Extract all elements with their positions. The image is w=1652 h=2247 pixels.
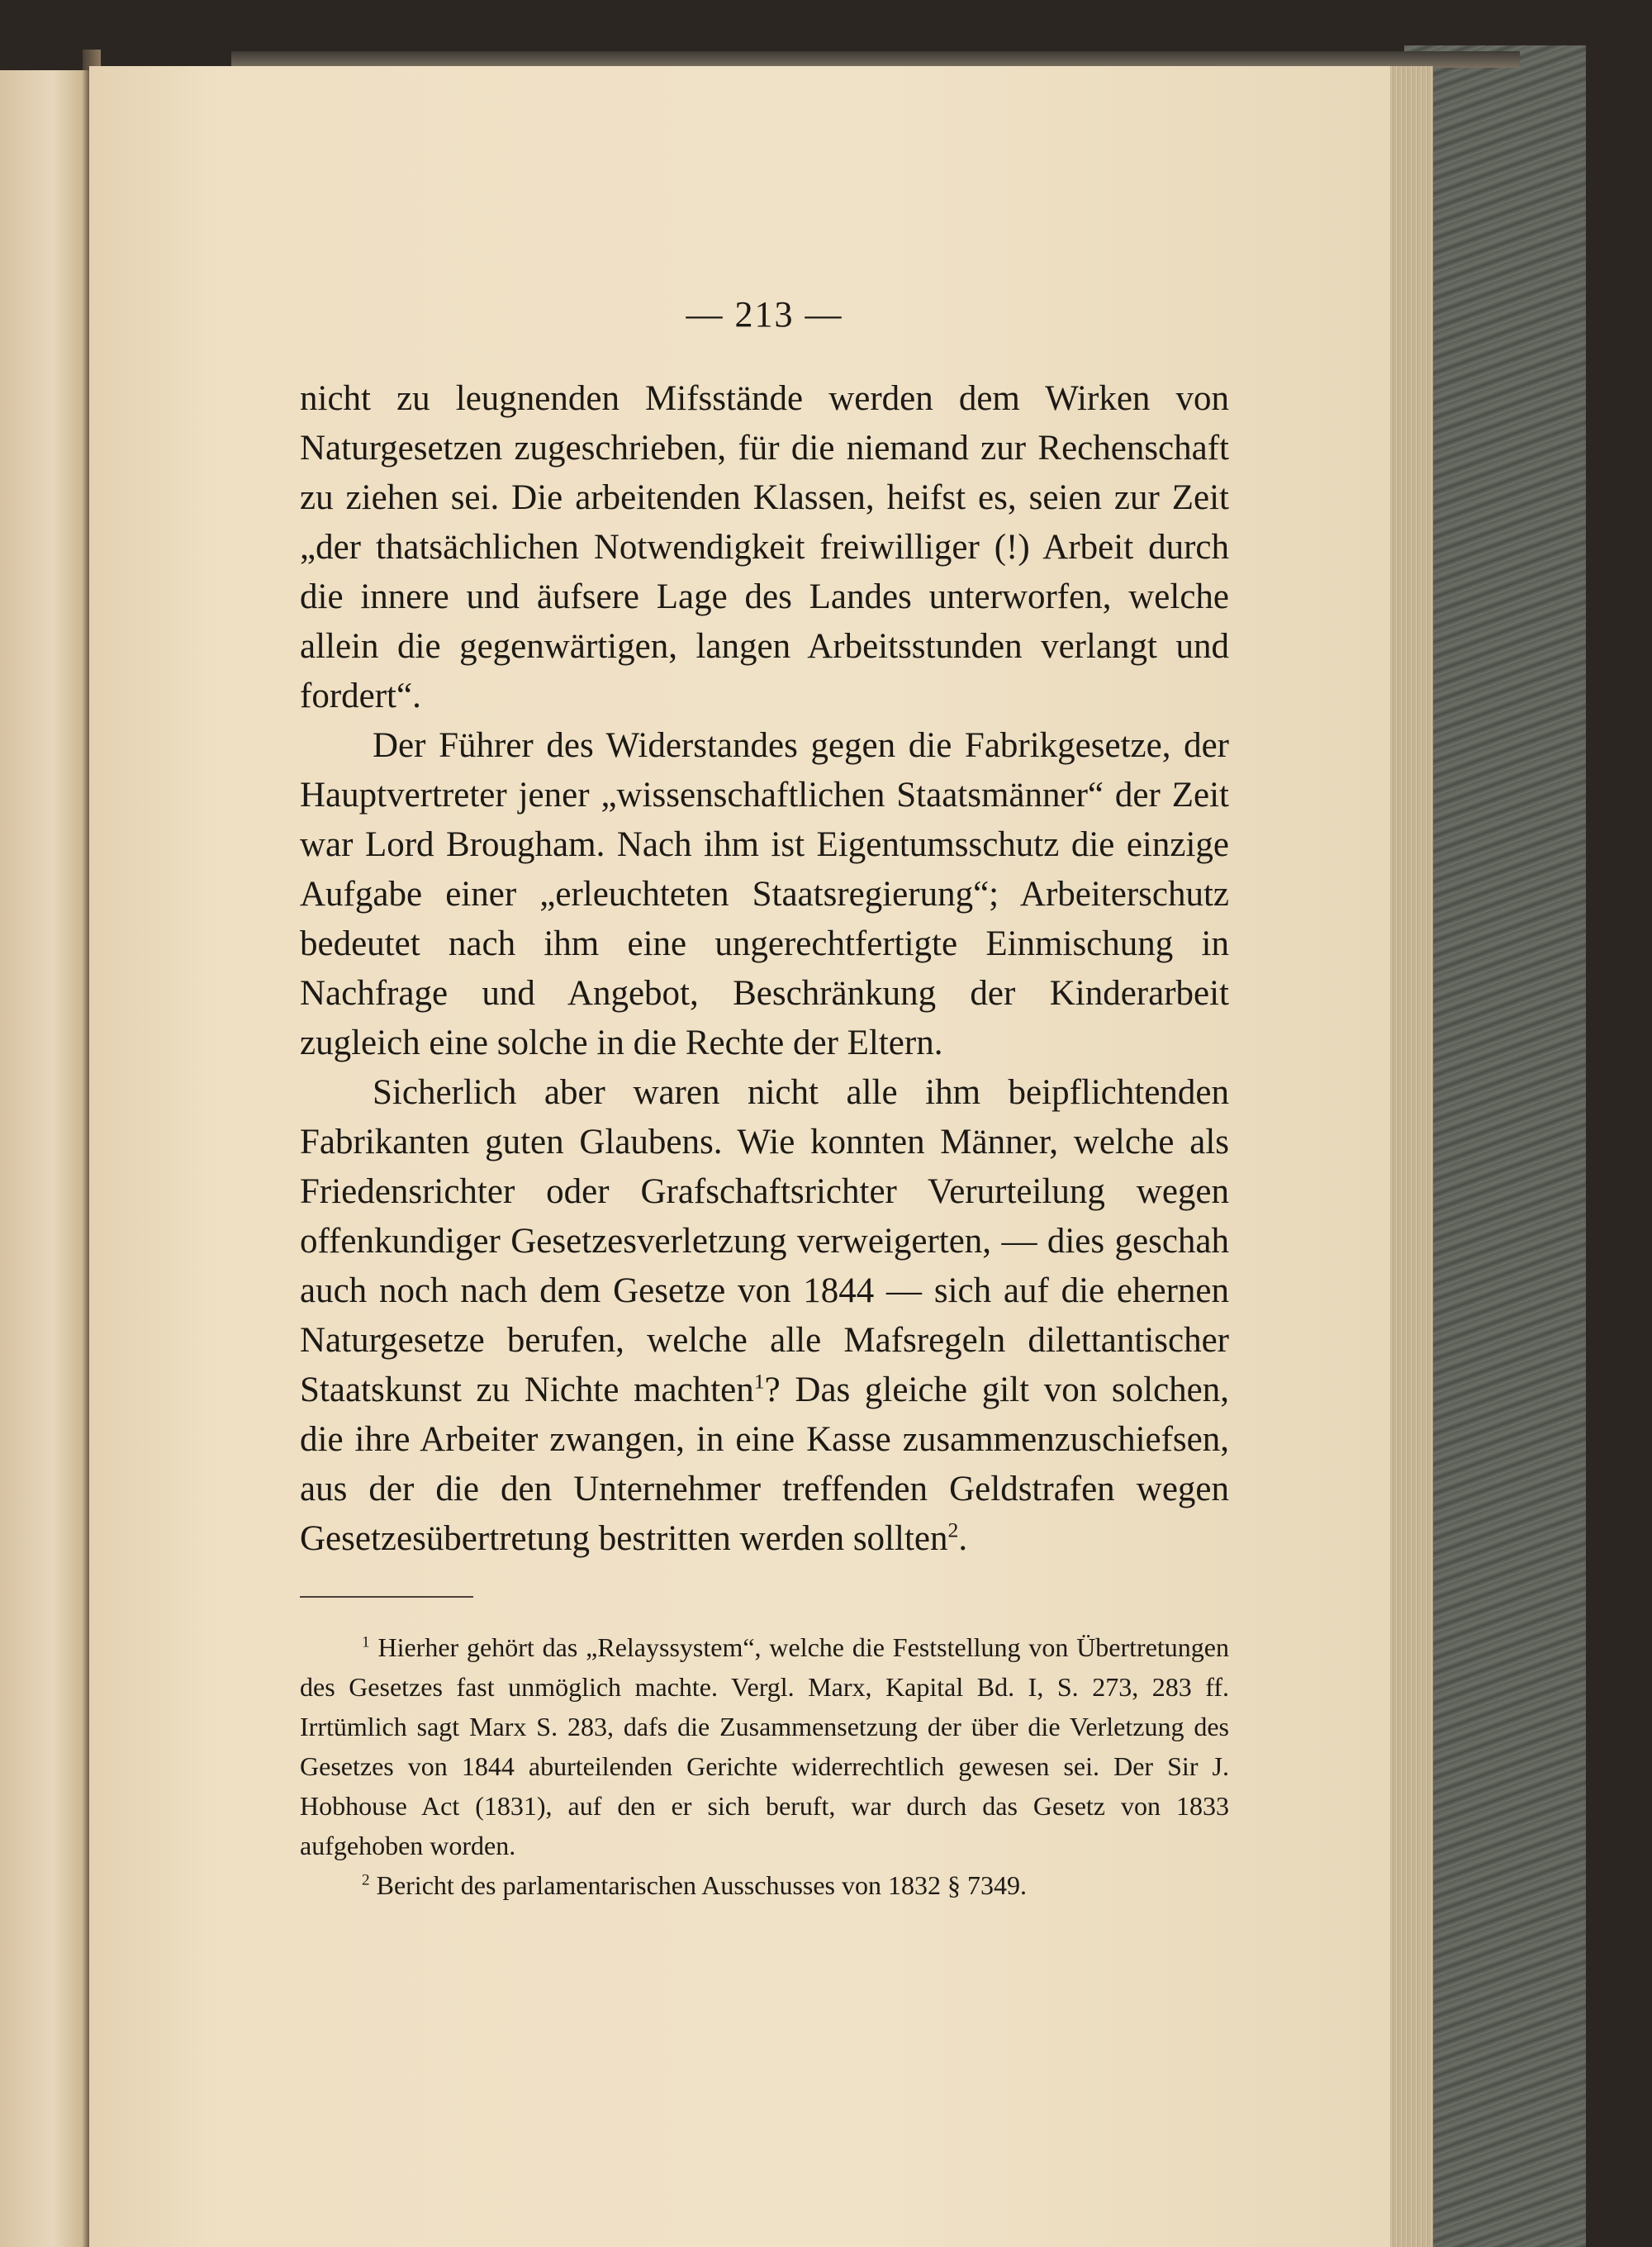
footnote-ref-1: 1 [753, 1369, 765, 1394]
page-number: — 213 — [686, 294, 843, 335]
footnote-1-text: Hierher gehört das „Relayssystem“, welche die Feststellung von Übertretungen des Gesetzes fast unmöglich machte. Vergl. Marx, Kapital Bd. I, S. 273, 283 ff. Irrtümlich sagt Marx S. 283, dafs die Zusammensetzung der über die Verletzung des Gesetzes von 1844 aburteilenden Gerichte widerrechtlich gewesen sei. Der Sir J. Hobhouse Act (1831), auf den er sich beruft, war durch das Gesetz von 1833 aufgehoben worden. [300, 1632, 1230, 1860]
paragraph-3-part-1: Sicherlich aber waren nicht alle ihm beipflichtenden Fabrikanten guten Glaubens. Wie konnten Männer, welche als Friedensrichter oder Grafschaftsrichter Verurteilung wegen offenkundiger Gesetzesverletzung verweigerten, — dies geschah auch noch nach dem Gesetze von 1844 — sich auf die ehernen Naturgesetze berufen, welche alle Mafsregeln dilettantischer Staatskunst zu Nichte machten [300, 1073, 1229, 1409]
body-text [300, 374, 1229, 1564]
facing-page-edge [0, 70, 89, 2247]
paragraph-1: nicht zu leugnenden Mifsstände werden dem Wirken von Naturgesetzen zugeschrieben, für die niemand zur Rechenschaft zu ziehen sei. Die arbeitenden Klassen, heifst es, seien zur Zeit „der thatsächlichen Notwendigkeit freiwilliger (!) Arbeit durch die innere und äufsere Lage des Landes unterworfen, welche allein die gegenwärtigen, langen Arbeitsstunden verlangt und fordert“. [300, 379, 1229, 715]
paragraph-3-part-2: ? Das gleiche gilt von solchen, die ihre Arbeiter zwangen, in eine Kasse zusammenzuschiefsen, aus der die den Unternehmer treffenden Geldstrafen wegen Gesetzesübertretung bestritten werden sollten [300, 1371, 1229, 1558]
footnote-ref-2: 2 [947, 1518, 959, 1542]
paragraph-2: Der Führer des Widerstandes gegen die Fabrikgesetze, der Hauptvertreter jener „wissenschaftlichen Staatsmänner“ der Zeit war Lord Brougham. Nach ihm ist Eigentumsschutz die einzige Aufgabe einer „erleuchteten Staatsregierung“; Arbeiterschutz bedeutet nach ihm eine ungerechtfertigte Einmischung in Nachfrage und Angebot, Beschränkung der Kinderarbeit zugleich eine solche in die Rechte der Eltern. [300, 726, 1229, 1062]
footnote-1-mark: 1 [362, 1633, 370, 1651]
footnote-1 [300, 1627, 1229, 1865]
paragraph-3 [300, 1068, 1229, 1564]
footnote-2-text: Bericht des parlamentarischen Ausschusses von 1832 § 7349. [376, 1870, 1027, 1900]
footnotes [300, 1627, 1229, 1905]
footnote-2-mark: 2 [362, 1871, 370, 1889]
book-top-edge [231, 51, 1520, 68]
footnote-2 [300, 1865, 1229, 1905]
paragraph-3-part-3: . [958, 1519, 968, 1558]
page-stack-edges [1384, 66, 1433, 2247]
footnote-separator [300, 1596, 473, 1598]
book-page [89, 66, 1390, 2247]
